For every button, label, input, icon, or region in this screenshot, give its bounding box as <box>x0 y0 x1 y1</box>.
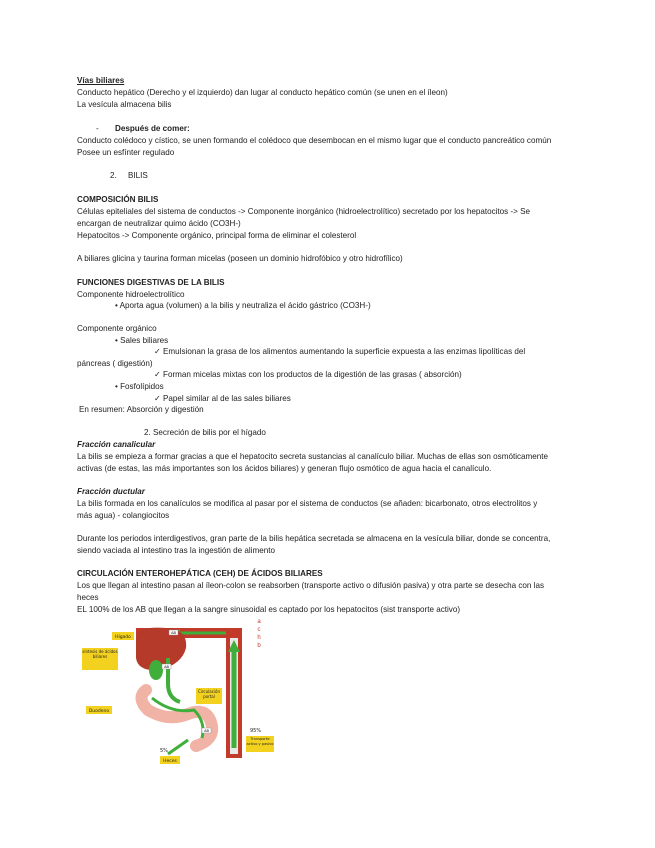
section-title-bilis: BILIS <box>128 171 148 180</box>
paragraph-line: Componente orgánico <box>77 324 157 333</box>
ab-label: AB <box>171 631 176 635</box>
checklist-item: ✓ Forman micelas mixtas con los productos de la digestión de las grasas ( absorción) <box>154 370 462 379</box>
paragraph-line: Componente hidroelectrolítico <box>77 290 185 299</box>
checklist-item: ✓ Emulsionan la grasa de los alimentos aumentando la superficie expuesta a las enzimas lipolíticas del <box>154 347 526 356</box>
paragraph-line: EL 100% de los AB que llegan a la sangre sinusoidal es captado por los hepatocitos (sist transporte activo) <box>77 605 461 614</box>
side-letter: h <box>257 635 261 641</box>
checklist-item: ✓ Papel similar al de las sales biliares <box>154 394 291 403</box>
subsection-title-secrecion: 2. Secreción de bilis por el hígado <box>144 428 266 437</box>
paragraph-line: encargan de neutralizar quimo ácido (CO3H-) <box>77 219 241 228</box>
gallbladder <box>149 660 163 680</box>
heading-composicion-bilis: COMPOSICIÓN BILIS <box>77 195 159 204</box>
label-higado: Hígado <box>115 635 131 640</box>
label-circulacion-portal: Circulación portal <box>197 689 221 699</box>
heading-fraccion-ductular: Fracción ductular <box>77 487 145 496</box>
paragraph-line: Hepatocitos -> Componente orgánico, principal forma de eliminar el colesterol <box>77 231 357 240</box>
paragraph-line: Conducto colédoco y cístico, se unen formando el colédoco que desembocan en el mismo lugar que el conducto pancreático común <box>77 136 552 145</box>
paragraph-line: Los que llegan al intestino pasan al íleon-colon se reabsorben (transporte activo o difusión pasiva) y otra parte se desecha con las <box>77 581 545 590</box>
paragraph-line: heces <box>77 593 99 602</box>
label-heces: Heces <box>163 759 177 764</box>
side-letter: b <box>257 643 261 649</box>
paragraph-line: activas (de estas, las más importantes son los ácidos biliares) y generan flujo osmótico de agua hacia el canalículo. <box>77 464 492 473</box>
heading-circulacion-enterohepatica: CIRCULACIÓN ENTEROHEPÁTICA (CEH) DE ÁCIDOS BILIARES <box>77 569 323 578</box>
paragraph-line: En resumen: Absorción y digestión <box>79 405 204 414</box>
list-bullet: - <box>96 124 99 133</box>
excretion-arrow <box>168 740 188 754</box>
paragraph-line: La vesícula almacena bilis <box>77 100 172 109</box>
paragraph-line: Células epiteliales del sistema de conductos -> Componente inorgánico (hidroelectrolítico) secretado por los hepatocitos -> Se <box>77 207 531 216</box>
label-5-percent: 5% <box>160 748 168 754</box>
paragraph-line: Durante los periodos interdigestivos, gran parte de la bilis hepática secretada se almacena en la vesícula biliar, donde se concentra, <box>77 534 551 543</box>
side-letter: a <box>257 619 261 625</box>
heading-funciones-digestivas: FUNCIONES DIGESTIVAS DE LA BILIS <box>77 278 225 287</box>
label-95-percent: 95% <box>250 728 262 734</box>
ab-label: AB <box>204 729 209 733</box>
heading-fraccion-canalicular: Fracción canalicular <box>77 440 156 449</box>
paragraph-line: A biliares glicina y taurina forman micelas (poseen un dominio hidrofóbico y otro hidrofílico) <box>77 254 403 263</box>
paragraph-line: La bilis formada en los canalículos se modifica al pasar por el sistema de conductos (se añaden: bicarbonato, otros electrolitos y <box>77 499 538 508</box>
side-letter: c <box>257 627 261 633</box>
paragraph-line: páncreas ( digestión) <box>77 359 153 368</box>
paragraph-line: La bilis se empieza a formar gracias a que el hepatocito secreta sustancias al canalículo biliar. Muchas de ellas son osmóticamente <box>77 452 549 461</box>
paragraph-line: más agua) - colangiocitos <box>77 511 170 520</box>
label-transporte: Transporte activo y pasivo <box>246 737 274 746</box>
paragraph-line: siendo vaciada al intestino tras la ingestión de alimento <box>77 546 275 555</box>
paragraph-line: Posee un esfínter regulado <box>77 148 175 157</box>
list-item: • Sales biliares <box>115 336 169 345</box>
paragraph-line: Conducto hepático (Derecho y el izquierdo) dan lugar al conducto hepático común (se unen en el íleon) <box>77 88 448 97</box>
list-item: • Fosfolípidos <box>115 382 164 391</box>
ab-label: AB <box>164 665 169 669</box>
list-item: • Aporta agua (volumen) a la bilis y neutraliza el ácido gástrico (CO3H-) <box>115 301 371 310</box>
section-number: 2. <box>110 171 117 180</box>
enterohepatic-circulation-figure <box>76 618 276 768</box>
section-title-vias-biliares: Vías biliares <box>77 76 125 85</box>
subheading-despues-de-comer: Después de comer: <box>115 124 190 133</box>
label-duodeno: Duodeno <box>88 709 110 714</box>
label-sintesis: síntesis de ácidos biliares <box>82 649 118 659</box>
